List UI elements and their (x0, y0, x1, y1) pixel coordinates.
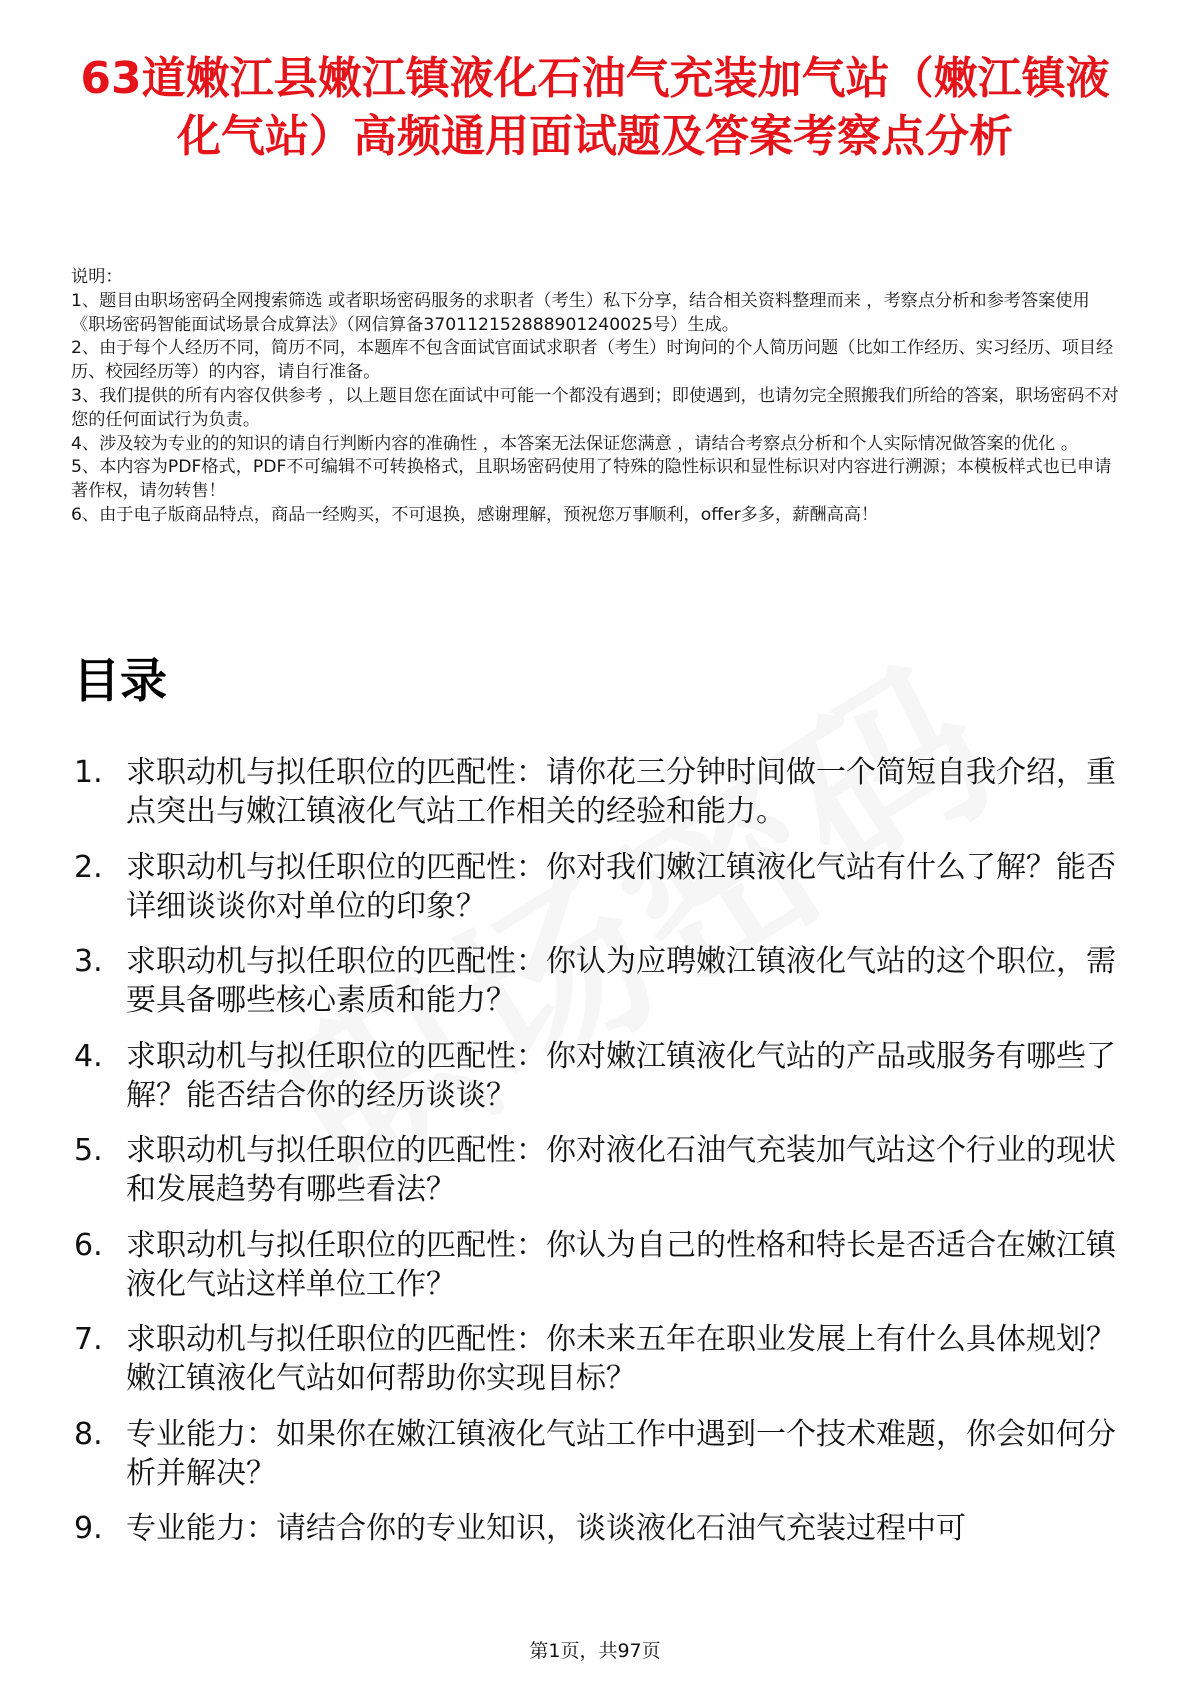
note-item: 6、由于电子版商品特点，商品一经购买，不可退换，感谢理解，预祝您万事顺利，offer多多，薪酬高高！ (71, 504, 879, 525)
toc-item[interactable] (74, 1037, 1124, 1115)
page-footer: 第1页，共97页 (529, 1640, 661, 1662)
note-item: 1、题目由职场密码全网搜索筛选 或者职场密码服务的求职者（考生）私下分享，结合相关资料整理而来 ，考察点分析和参考答案使用《职场密码智能面试场景合成算法》（网信算备370112152888901240025号）生成。 (71, 290, 1090, 335)
toc-heading: 目录 (73, 654, 167, 709)
toc-item[interactable] (74, 942, 1124, 1020)
toc-item-text: 求职动机与拟任职位的匹配性：你认为自己的性格和特长是否适合在嫩江镇液化气站这样单位工作？ (126, 1227, 1116, 1302)
notes-section (71, 266, 1121, 528)
toc-item[interactable] (74, 1320, 1124, 1398)
note-item: 2、由于每个人经历不同，简历不同，本题库不包含面试官面试求职者（考生）时询问的个人简历问题（比如工作经历、实习经历、项目经历、校园经历等）的内容，请自行准备。 (71, 338, 1114, 383)
toc-item-text: 求职动机与拟任职位的匹配性：你对液化石油气充装加气站这个行业的现状和发展趋势有哪些看法？ (126, 1133, 1116, 1207)
toc-item-number: 5. (74, 1133, 103, 1168)
toc-item-number: 1. (74, 755, 103, 790)
toc-item-number: 4. (74, 1038, 103, 1074)
toc-item-text: 求职动机与拟任职位的匹配性：你对我们嫩江镇液化气站有什么了解？能否详细谈谈你对单位的印象？ (126, 849, 1116, 924)
notes-heading: 说明： (71, 267, 123, 287)
toc-item[interactable] (74, 1131, 1124, 1209)
toc-item-text: 求职动机与拟任职位的匹配性：你对嫩江镇液化气站的产品或服务有哪些了解？能否结合你的经历谈谈？ (126, 1038, 1116, 1113)
toc-item-number: 7. (74, 1322, 103, 1357)
document-title: 63道嫩江县嫩江镇液化石油气充装加气站（嫩江镇液化气站）高频通用面试题及答案考察点分析 (80, 53, 1110, 162)
toc-item[interactable] (74, 753, 1124, 831)
toc-item-text: 求职动机与拟任职位的匹配性：请你花三分钟时间做一个简短自我介绍，重点突出与嫩江镇液化气站工作相关的经验和能力。 (126, 755, 1116, 829)
toc-item[interactable] (74, 1509, 1124, 1548)
toc-item-number: 2. (74, 849, 103, 885)
toc-item[interactable] (74, 1226, 1124, 1304)
note-item: 3、我们提供的所有内容仅供参考 ，以上题目您在面试中可能一个都没有遇到；即使遇到，也请勿完全照搬我们所给的答案，职场密码不对您的任何面试行为负责。 (71, 385, 1119, 430)
toc-item-text: 求职动机与拟任职位的匹配性：你未来五年在职业发展上有什么具体规划？嫩江镇液化气站如何帮助你实现目标？ (126, 1322, 1116, 1396)
toc-item-number: 8. (74, 1416, 103, 1452)
toc-item-text: 求职动机与拟任职位的匹配性：你认为应聘嫩江镇液化气站的这个职位，需要具备哪些核心素质和能力？ (126, 944, 1116, 1018)
toc-item[interactable] (74, 1415, 1124, 1493)
toc-item-text: 专业能力：请结合你的专业知识，谈谈液化石油气充装过程中可 (126, 1511, 966, 1546)
toc-item[interactable] (74, 848, 1124, 926)
note-item: 5、本内容为PDF格式，PDF不可编辑不可转换格式，且职场密码使用了特殊的隐性标识和显性标识对内容进行溯源；本模板样式也已申请著作权，请勿转售！ (71, 457, 1112, 502)
toc-item-text: 专业能力：如果你在嫩江镇液化气站工作中遇到一个技术难题，你会如何分析并解决？ (126, 1416, 1116, 1491)
toc-item-number: 3. (74, 944, 103, 979)
toc-item-number: 6. (74, 1227, 103, 1263)
note-item: 4、涉及较为专业的的知识的请自行判断内容的准确性 ，本答案无法保证您满意 ，请结合考察点分析和个人实际情况做答案的优化 。 (71, 433, 1079, 454)
toc-item-number: 9. (74, 1511, 103, 1546)
toc-list (74, 753, 1124, 1565)
